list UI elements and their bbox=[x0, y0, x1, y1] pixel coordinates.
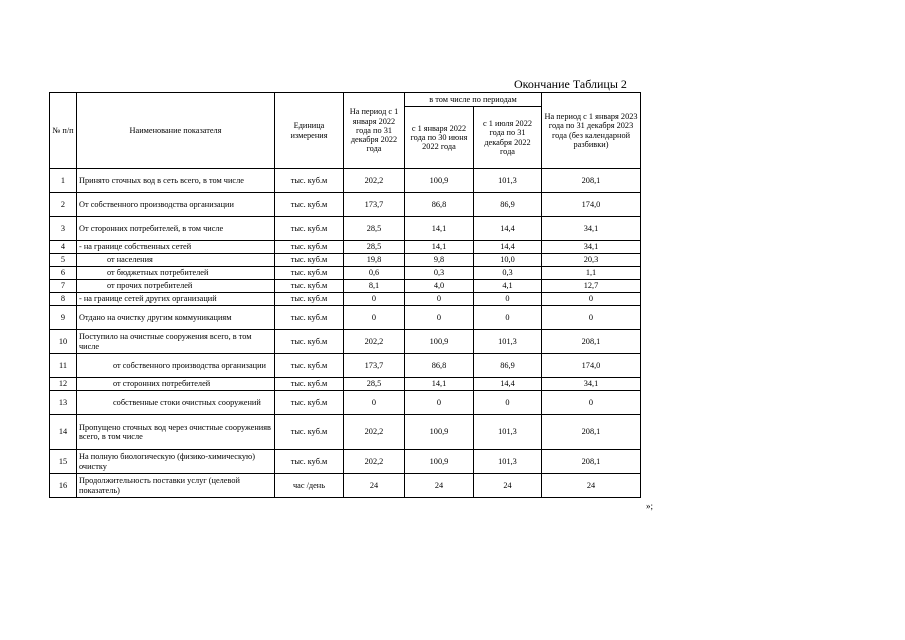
table-row bbox=[50, 306, 641, 330]
value-h1-cell: 14,1 bbox=[405, 378, 474, 391]
value-h1-cell: 100,9 bbox=[405, 330, 474, 354]
unit-cell: тыс. куб.м bbox=[275, 254, 344, 267]
table-row bbox=[50, 169, 641, 193]
value-h2-cell: 0 bbox=[474, 293, 542, 306]
indicator-name-cell: - на границе собственных сетей bbox=[77, 241, 275, 254]
value-2023-cell: 208,1 bbox=[542, 450, 641, 474]
unit-cell: тыс. куб.м bbox=[275, 280, 344, 293]
unit-cell: тыс. куб.м bbox=[275, 169, 344, 193]
value-h1-cell: 14,1 bbox=[405, 241, 474, 254]
value-2023-cell: 24 bbox=[542, 474, 641, 498]
value-2023-cell: 174,0 bbox=[542, 193, 641, 217]
value-h2-cell: 101,3 bbox=[474, 415, 542, 450]
header-second-half: с 1 июля 2022 года по 31 декабря 2022 года bbox=[474, 107, 542, 169]
value-2023-cell: 0 bbox=[542, 293, 641, 306]
unit-cell: тыс. куб.м bbox=[275, 354, 344, 378]
value-h1-cell: 100,9 bbox=[405, 415, 474, 450]
value-2023-cell: 1,1 bbox=[542, 267, 641, 280]
indicator-name-cell: Принято сточных вод в сеть всего, в том числе bbox=[77, 169, 275, 193]
unit-cell: тыс. куб.м bbox=[275, 241, 344, 254]
value-2022-cell: 0 bbox=[344, 391, 405, 415]
header-num: № п/п bbox=[50, 93, 77, 169]
indicator-name-cell: Пропущено сточных вод через очистные сооруженияв всего, в том числе bbox=[77, 415, 275, 450]
table-row bbox=[50, 217, 641, 241]
value-h1-cell: 0,3 bbox=[405, 267, 474, 280]
value-2022-cell: 0,6 bbox=[344, 267, 405, 280]
row-number-cell: 6 bbox=[50, 267, 77, 280]
value-h1-cell: 14,1 bbox=[405, 217, 474, 241]
value-2022-cell: 202,2 bbox=[344, 169, 405, 193]
row-number-cell: 7 bbox=[50, 280, 77, 293]
unit-cell: тыс. куб.м bbox=[275, 217, 344, 241]
indicators-table bbox=[49, 92, 641, 498]
value-2022-cell: 0 bbox=[344, 293, 405, 306]
row-number-cell: 13 bbox=[50, 391, 77, 415]
table-body bbox=[50, 169, 641, 498]
row-number-cell: 11 bbox=[50, 354, 77, 378]
indicator-name-cell: от собственного производства организации bbox=[77, 354, 275, 378]
value-2022-cell: 19,8 bbox=[344, 254, 405, 267]
table-row bbox=[50, 378, 641, 391]
value-h1-cell: 24 bbox=[405, 474, 474, 498]
table-header bbox=[50, 93, 641, 169]
value-h2-cell: 14,4 bbox=[474, 217, 542, 241]
value-2022-cell: 28,5 bbox=[344, 378, 405, 391]
value-2023-cell: 0 bbox=[542, 391, 641, 415]
value-2023-cell: 208,1 bbox=[542, 169, 641, 193]
value-h2-cell: 0 bbox=[474, 391, 542, 415]
unit-cell: тыс. куб.м bbox=[275, 415, 344, 450]
indicator-name-cell: От собственного производства организации bbox=[77, 193, 275, 217]
table-row bbox=[50, 293, 641, 306]
table-row bbox=[50, 450, 641, 474]
value-2022-cell: 24 bbox=[344, 474, 405, 498]
value-h2-cell: 86,9 bbox=[474, 193, 542, 217]
value-h2-cell: 24 bbox=[474, 474, 542, 498]
value-2023-cell: 208,1 bbox=[542, 330, 641, 354]
value-h2-cell: 10,0 bbox=[474, 254, 542, 267]
indicator-name-cell: от сторонних потребителей bbox=[77, 378, 275, 391]
unit-cell: тыс. куб.м bbox=[275, 293, 344, 306]
value-2023-cell: 0 bbox=[542, 306, 641, 330]
indicator-name-cell: От сторонних потребителей, в том числе bbox=[77, 217, 275, 241]
value-2022-cell: 173,7 bbox=[344, 354, 405, 378]
table-row bbox=[50, 254, 641, 267]
value-h2-cell: 101,3 bbox=[474, 450, 542, 474]
header-name: Наименование показателя bbox=[77, 93, 275, 169]
value-h2-cell: 0 bbox=[474, 306, 542, 330]
table-row bbox=[50, 241, 641, 254]
value-h2-cell: 101,3 bbox=[474, 330, 542, 354]
value-2023-cell: 34,1 bbox=[542, 378, 641, 391]
indicator-name-cell: - на границе сетей других организаций bbox=[77, 293, 275, 306]
header-period-2022: На период с 1 января 2022 года по 31 декабря 2022 года bbox=[344, 93, 405, 169]
table-row bbox=[50, 267, 641, 280]
value-2023-cell: 20,3 bbox=[542, 254, 641, 267]
row-number-cell: 8 bbox=[50, 293, 77, 306]
value-h1-cell: 9,8 bbox=[405, 254, 474, 267]
indicator-name-cell: Поступило на очистные сооружения всего, в том числе bbox=[77, 330, 275, 354]
value-h2-cell: 4,1 bbox=[474, 280, 542, 293]
row-number-cell: 5 bbox=[50, 254, 77, 267]
indicator-name-cell: На полную биологическую (физико-химическую) очистку bbox=[77, 450, 275, 474]
indicator-name-cell: Продолжительность поставки услуг (целевой показатель) bbox=[77, 474, 275, 498]
unit-cell: тыс. куб.м bbox=[275, 330, 344, 354]
indicator-name-cell: от бюджетных потребителей bbox=[77, 267, 275, 280]
header-unit: Единица измерения bbox=[275, 93, 344, 169]
value-h1-cell: 86,8 bbox=[405, 354, 474, 378]
table-row bbox=[50, 193, 641, 217]
row-number-cell: 4 bbox=[50, 241, 77, 254]
value-2022-cell: 28,5 bbox=[344, 241, 405, 254]
unit-cell: тыс. куб.м bbox=[275, 267, 344, 280]
value-2023-cell: 174,0 bbox=[542, 354, 641, 378]
row-number-cell: 10 bbox=[50, 330, 77, 354]
unit-cell: тыс. куб.м bbox=[275, 193, 344, 217]
unit-cell: тыс. куб.м bbox=[275, 450, 344, 474]
unit-cell: тыс. куб.м bbox=[275, 391, 344, 415]
value-h1-cell: 100,9 bbox=[405, 450, 474, 474]
unit-cell: тыс. куб.м bbox=[275, 378, 344, 391]
indicator-name-cell: от прочих потребителей bbox=[77, 280, 275, 293]
unit-cell: тыс. куб.м bbox=[275, 306, 344, 330]
value-2022-cell: 8,1 bbox=[344, 280, 405, 293]
value-2022-cell: 202,2 bbox=[344, 450, 405, 474]
row-number-cell: 9 bbox=[50, 306, 77, 330]
value-2023-cell: 208,1 bbox=[542, 415, 641, 450]
value-h2-cell: 86,9 bbox=[474, 354, 542, 378]
table-row bbox=[50, 280, 641, 293]
value-2023-cell: 34,1 bbox=[542, 217, 641, 241]
value-h2-cell: 14,4 bbox=[474, 378, 542, 391]
header-period-2023: На период с 1 января 2023 года по 31 декабря 2023 года (без календарной разбивки) bbox=[542, 93, 641, 169]
table-row bbox=[50, 391, 641, 415]
value-2023-cell: 34,1 bbox=[542, 241, 641, 254]
value-h2-cell: 101,3 bbox=[474, 169, 542, 193]
closing-quote: »; bbox=[646, 501, 654, 511]
value-h1-cell: 100,9 bbox=[405, 169, 474, 193]
value-2022-cell: 0 bbox=[344, 306, 405, 330]
indicator-name-cell: от населения bbox=[77, 254, 275, 267]
row-number-cell: 14 bbox=[50, 415, 77, 450]
value-2022-cell: 202,2 bbox=[344, 330, 405, 354]
table-row bbox=[50, 474, 641, 498]
table-row bbox=[50, 415, 641, 450]
unit-cell: час /день bbox=[275, 474, 344, 498]
row-number-cell: 15 bbox=[50, 450, 77, 474]
value-2022-cell: 28,5 bbox=[344, 217, 405, 241]
row-number-cell: 16 bbox=[50, 474, 77, 498]
row-number-cell: 3 bbox=[50, 217, 77, 241]
row-number-cell: 2 bbox=[50, 193, 77, 217]
table-row bbox=[50, 354, 641, 378]
header-first-half: с 1 января 2022 года по 30 июня 2022 года bbox=[405, 107, 474, 169]
value-h1-cell: 0 bbox=[405, 306, 474, 330]
indicator-name-cell: собственные стоки очистных сооружений bbox=[77, 391, 275, 415]
indicator-name-cell: Отдано на очистку другим коммуникациям bbox=[77, 306, 275, 330]
header-group: в том числе по периодам bbox=[405, 93, 542, 107]
value-2023-cell: 12,7 bbox=[542, 280, 641, 293]
value-h2-cell: 0,3 bbox=[474, 267, 542, 280]
value-2022-cell: 173,7 bbox=[344, 193, 405, 217]
table-caption: Окончание Таблицы 2 bbox=[514, 77, 627, 91]
row-number-cell: 12 bbox=[50, 378, 77, 391]
value-h1-cell: 0 bbox=[405, 391, 474, 415]
row-number-cell: 1 bbox=[50, 169, 77, 193]
value-h2-cell: 14,4 bbox=[474, 241, 542, 254]
value-h1-cell: 0 bbox=[405, 293, 474, 306]
value-2022-cell: 202,2 bbox=[344, 415, 405, 450]
value-h1-cell: 4,0 bbox=[405, 280, 474, 293]
value-h1-cell: 86,8 bbox=[405, 193, 474, 217]
table-row bbox=[50, 330, 641, 354]
